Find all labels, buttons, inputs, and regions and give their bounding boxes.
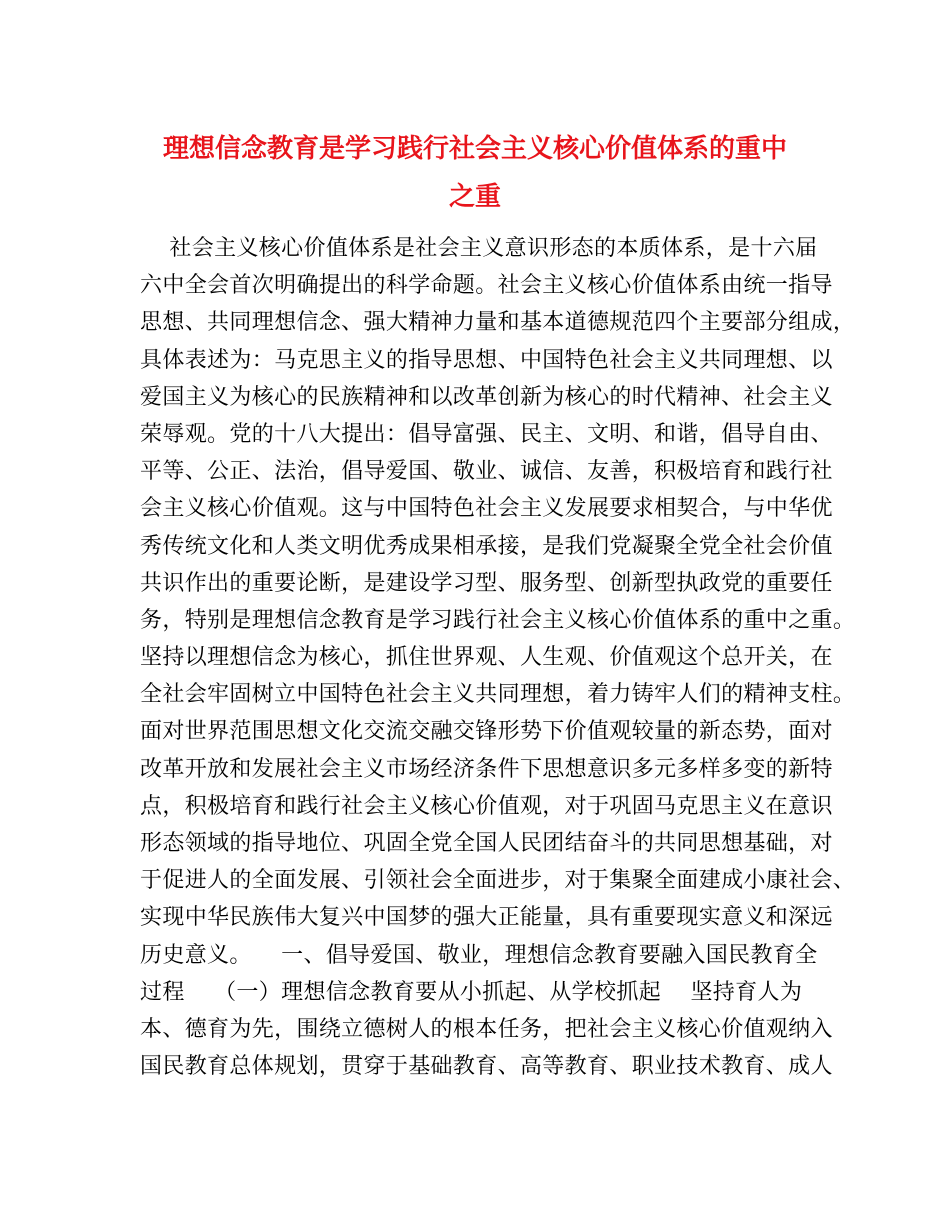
body-text-line: 改革开放和发展社会主义市场经济条件下思想意识多元多样多变的新特 <box>140 756 833 782</box>
body-text-line: 点，积极培育和践行社会主义核心价值观，对于巩固马克思主义在意识 <box>140 793 833 819</box>
body-text-line: 会主义核心价值观。这与中国特色社会主义发展要求相契合，与中华优 <box>140 496 833 522</box>
body-text-line: 国民教育总体规划，贯穿于基础教育、高等教育、职业技术教育、成人 <box>140 1054 833 1080</box>
body-text-line: 本、德育为先，围绕立德树人的根本任务，把社会主义核心价值观纳入 <box>140 1016 833 1042</box>
body-text-line: 共识作出的重要论断，是建设学习型、服务型、创新型执政党的重要任 <box>140 570 833 596</box>
body-text-line: 荣辱观。党的十八大提出：倡导富强、民主、文明、和谐，倡导自由、 <box>140 421 833 447</box>
body-text-line: 爱国主义为核心的民族精神和以改革创新为核心的时代精神、社会主义 <box>140 384 833 410</box>
body-text-line: 具体表述为：马克思主义的指导思想、中国特色社会主义共同理想、以 <box>140 347 833 373</box>
document-title-line-1: 理想信念教育是学习践行社会主义核心价值体系的重中 <box>162 134 787 164</box>
body-text-line: 六中全会首次明确提出的科学命题。社会主义核心价值体系由统一指导 <box>140 273 833 299</box>
body-text-line: 实现中华民族伟大复兴中国梦的强大正能量，具有重要现实意义和深远 <box>140 905 833 931</box>
body-text-line: 秀传统文化和人类文明优秀成果相承接，是我们党凝聚全党全社会价值 <box>140 533 833 559</box>
body-text-line: 于促进人的全面发展、引领社会全面进步，对于集聚全面建成小康社会、 <box>140 868 856 894</box>
body-text-line: 形态领域的指导地位、巩固全党全国人民团结奋斗的共同思想基础，对 <box>140 831 833 856</box>
document-title-line-2: 之重 <box>448 182 501 212</box>
document-body <box>140 230 856 1085</box>
body-text-line: 过程 （一）理想信念教育要从小抓起、从学校抓起 坚持育人为 <box>140 979 803 1005</box>
body-text-line: 全社会牢固树立中国特色社会主义共同理想，着力铸牢人们的精神支柱。 <box>140 682 856 708</box>
body-text-line: 坚持以理想信念为核心，抓住世界观、人生观、价值观这个总开关，在 <box>140 645 833 671</box>
body-text-line: 思想、共同理想信念、强大精神力量和基本道德规范四个主要部分组成， <box>140 310 856 336</box>
body-text-line: 历史意义。 一、倡导爱国、敬业，理想信念教育要融入国民教育全 <box>140 942 818 968</box>
body-text-line: 社会主义核心价值体系是社会主义意识形态的本质体系，是十六届 <box>140 236 818 261</box>
body-text-line: 面对世界范围思想文化交流交融交锋形势下价值观较量的新态势，面对 <box>140 719 833 745</box>
body-text-line: 平等、公正、法治，倡导爱国、敬业、诚信、友善，积极培育和践行社 <box>140 459 833 485</box>
body-text-line: 务，特别是理想信念教育是学习践行社会主义核心价值体系的重中之重。 <box>140 607 856 633</box>
